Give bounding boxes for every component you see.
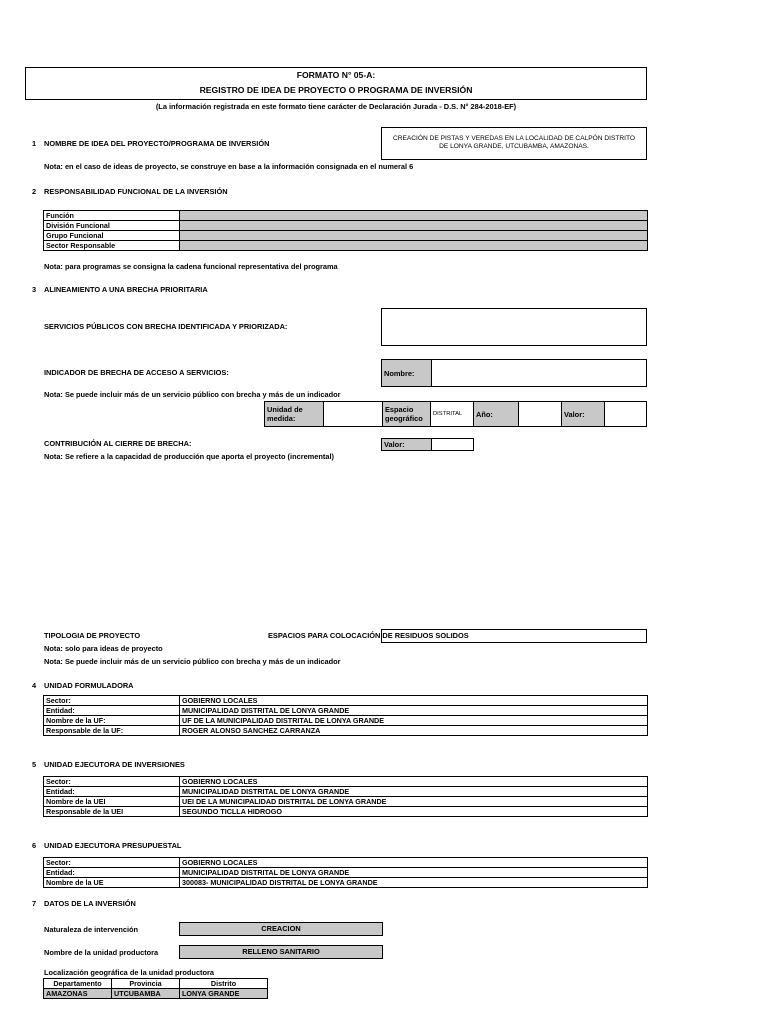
table-row [44, 706, 648, 716]
row-label: Sector: [44, 858, 180, 868]
valor-label-cell [562, 402, 605, 426]
section-2-note: Nota: para programas se consigna la cadena funcional representativa del programa [44, 262, 338, 271]
valor-input[interactable] [605, 402, 646, 426]
unidad-label: Unidad de medida: [267, 405, 303, 423]
section-7-title: DATOS DE LA INVERSIÓN [44, 899, 136, 908]
section-2-number: 2 [32, 187, 37, 196]
row-label: Sector: [44, 696, 180, 706]
anio-input[interactable] [519, 402, 562, 426]
servicios-label: SERVICIOS PÚBLICOS CON BRECHA IDENTIFICADA Y PRIORIZADA: [44, 322, 288, 331]
row-label: Entidad: [44, 868, 180, 878]
section-5-number: 5 [32, 760, 37, 769]
row-label: División Funcional [44, 221, 180, 231]
row-value[interactable]: MUNICIPALIDAD DISTRITAL DE LONYA GRANDE [180, 868, 648, 878]
row-label: Responsable de la UF: [44, 726, 180, 736]
table-row [44, 211, 648, 221]
table-row [44, 787, 648, 797]
nombre-input[interactable] [432, 360, 646, 386]
row-value[interactable]: UEI DE LA MUNICIPALIDAD DISTRITAL DE LONYA GRANDE [180, 797, 648, 807]
table-header-row [44, 979, 268, 989]
division-value-cell[interactable] [180, 221, 648, 231]
section-3-title: ALINEAMIENTO A UNA BRECHA PRIORITARIA [44, 285, 208, 294]
tipologia-note-2: Nota: Se puede incluir más de un servicio público con brecha y más de un indicador [44, 657, 341, 666]
contribucion-box [381, 438, 474, 451]
contribucion-label: CONTRIBUCIÓN AL CIERRE DE BRECHA: [44, 439, 192, 448]
anio-label-cell [474, 402, 519, 426]
row-value[interactable]: GOBIERNO LOCALES [180, 777, 648, 787]
unidad-label-cell [265, 402, 324, 426]
unidad-input[interactable] [324, 402, 383, 426]
section-3-note-2: Nota: Se refiere a la capacidad de producción que aporta el proyecto (incremental) [44, 452, 334, 461]
header-distrito: Distrito [180, 979, 268, 989]
section-6-title: UNIDAD EJECUTORA PRESUPUESTAL [44, 841, 182, 850]
uei-table [43, 776, 648, 817]
tipologia-label: TIPOLOGIA DE PROYECTO [44, 631, 141, 640]
row-label: Responsable de la UEI [44, 807, 180, 817]
nombre-label: Nombre: [384, 369, 415, 378]
row-value[interactable]: MUNICIPALIDAD DISTRITAL DE LONYA GRANDE [180, 787, 648, 797]
anio-label: Año: [476, 410, 493, 419]
functional-table [43, 210, 648, 251]
table-row [44, 241, 648, 251]
section-3-number: 3 [32, 285, 37, 294]
unidad-productora-field[interactable] [179, 945, 383, 959]
form-subtitle: (La información registrada en este formato tiene carácter de Declaración Jurada - D.S. N° 284-2018-EF) [155, 102, 517, 111]
unidad-productora-label: Nombre de la unidad productora [44, 948, 159, 957]
tipologia-value: ESPACIOS PARA COLOCACIÓN DE RESIDUOS SOLIDOS [268, 631, 469, 640]
table-row [44, 726, 648, 736]
espacio-label-cell [383, 402, 431, 426]
espacio-value: DISTRITAL [433, 411, 463, 417]
contrib-valor-label-cell [382, 439, 432, 450]
table-row [44, 221, 648, 231]
sector-value-cell[interactable] [180, 241, 648, 251]
section-3-note-1: Nota: Se puede incluir más de un servicio público con brecha y más de un indicador [44, 390, 341, 399]
nombre-label-cell [382, 360, 432, 386]
distrito-value[interactable]: LONYA GRANDE [180, 989, 268, 999]
indicador-box [381, 359, 647, 387]
row-label: Entidad: [44, 787, 180, 797]
departamento-value[interactable]: AMAZONAS [44, 989, 112, 999]
row-value[interactable]: 300083- MUNICIPALIDAD DISTRITAL DE LONYA GRANDE [180, 878, 648, 888]
espacio-label: Espacio geográfico [385, 405, 423, 423]
row-label: Sector: [44, 777, 180, 787]
servicios-input[interactable] [381, 308, 647, 346]
header-provincia: Provincia [112, 979, 180, 989]
row-value[interactable]: GOBIERNO LOCALES [180, 696, 648, 706]
provincia-value[interactable]: UTCUBAMBA [112, 989, 180, 999]
contrib-valor-label: Valor: [384, 440, 405, 449]
espacio-value-cell[interactable] [431, 402, 474, 426]
row-value[interactable]: SEGUNDO TICLLA HIDROGO [180, 807, 648, 817]
section-4-number: 4 [32, 681, 37, 690]
row-label: Nombre de la UE [44, 878, 180, 888]
tipologia-note-1: Nota: solo para ideas de proyecto [44, 644, 163, 653]
naturaleza-label: Naturaleza de intervención [44, 925, 139, 934]
row-value[interactable]: GOBIERNO LOCALES [180, 858, 648, 868]
row-value[interactable]: UF DE LA MUNICIPALIDAD DISTRITAL DE LONYA GRANDE [180, 716, 648, 726]
row-value[interactable]: ROGER ALONSO SANCHEZ CARRANZA [180, 726, 648, 736]
row-label: Sector Responsable [44, 241, 180, 251]
header-box [25, 67, 647, 100]
project-name-box [381, 127, 647, 160]
uf-table [43, 695, 648, 736]
row-label: Función [44, 211, 180, 221]
unidad-productora-value: RELLENO SANITARIO [242, 947, 320, 956]
table-row [44, 696, 648, 706]
section-2-title: RESPONSABILIDAD FUNCIONAL DE LA INVERSIÓN [44, 187, 228, 196]
localizacion-label: Localización geográfica de la unidad productora [44, 968, 215, 977]
table-row [44, 858, 648, 868]
grupo-value-cell[interactable] [180, 231, 648, 241]
localizacion-table [43, 978, 268, 999]
section-1-number: 1 [32, 139, 37, 148]
indicador-label: INDICADOR DE BRECHA DE ACCESO A SERVICIOS: [44, 368, 229, 377]
naturaleza-value: CREACION [261, 924, 301, 933]
row-label: Grupo Funcional [44, 231, 180, 241]
ue-table [43, 857, 648, 888]
table-row [44, 797, 648, 807]
form-number: FORMATO N° 05-A: [296, 70, 376, 80]
table-row [44, 231, 648, 241]
naturaleza-field[interactable] [179, 922, 383, 936]
project-name-value: CREACIÓN DE PISTAS Y VEREDAS EN LA LOCALIDAD DE CALPÓN DISTRITO DE LONYA GRANDE, UTCUBAMBA, AMAZONAS. [392, 135, 636, 150]
section-6-number: 6 [32, 841, 37, 850]
section-4-title: UNIDAD FORMULADORA [44, 681, 134, 690]
table-row [44, 716, 648, 726]
section-1-title: NOMBRE DE IDEA DEL PROYECTO/PROGRAMA DE INVERSIÓN [44, 139, 270, 148]
table-row [44, 878, 648, 888]
funcion-value-cell[interactable] [180, 211, 648, 221]
row-label: Entidad: [44, 706, 180, 716]
table-row [44, 868, 648, 878]
section-5-title: UNIDAD EJECUTORA DE INVERSIONES [44, 760, 185, 769]
header-departamento: Departamento [44, 979, 112, 989]
table-row [44, 807, 648, 817]
section-1-note: Nota: en el caso de ideas de proyecto, se construye en base a la información consignada en el numeral 6 [44, 162, 414, 171]
contrib-valor-input[interactable] [432, 439, 473, 450]
row-label: Nombre de la UF: [44, 716, 180, 726]
section-7-number: 7 [32, 899, 37, 908]
form-title: REGISTRO DE IDEA DE PROYECTO O PROGRAMA DE INVERSIÓN [199, 85, 473, 95]
row-label: Nombre de la UEI [44, 797, 180, 807]
measure-row [264, 401, 647, 427]
valor-label: Valor: [564, 410, 585, 419]
table-row [44, 989, 268, 999]
row-value[interactable]: MUNICIPALIDAD DISTRITAL DE LONYA GRANDE [180, 706, 648, 716]
table-row [44, 777, 648, 787]
